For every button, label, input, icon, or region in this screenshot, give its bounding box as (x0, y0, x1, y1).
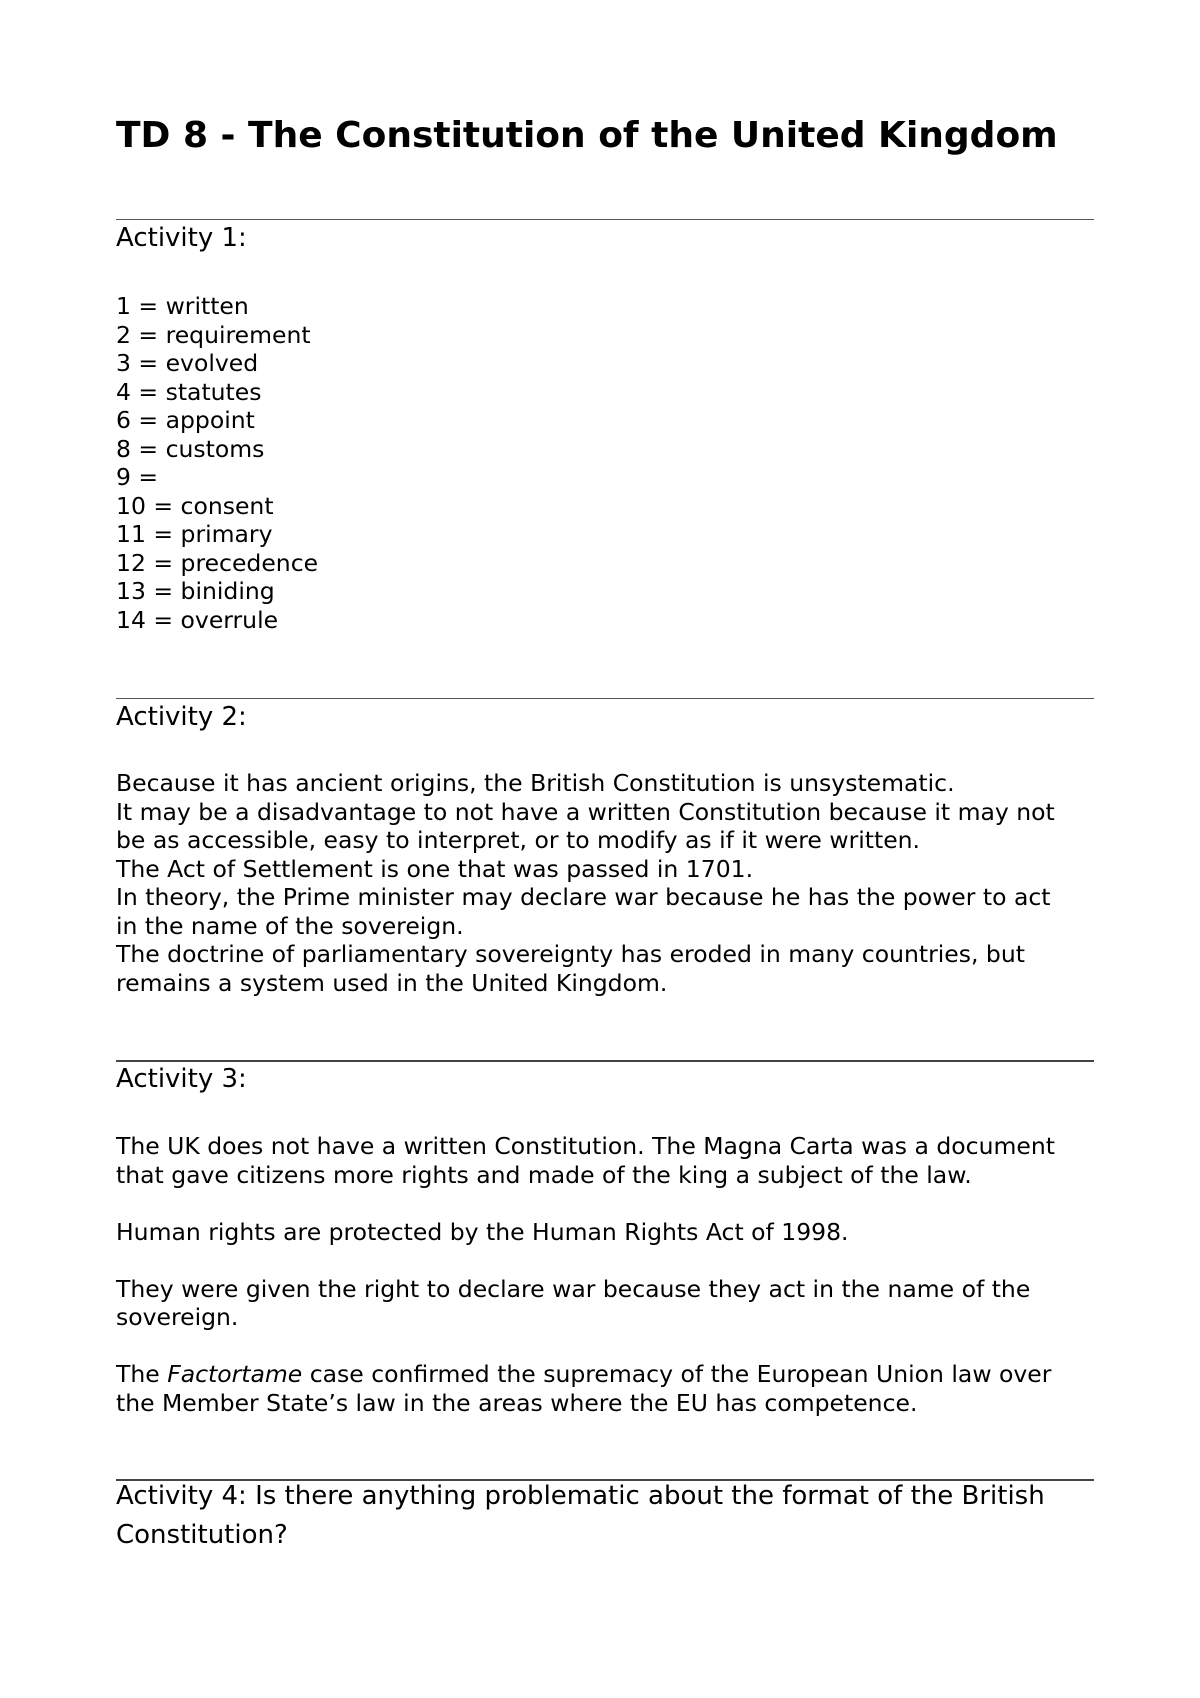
activity-4-heading: Activity 4: Is there anything problematic about the format of the British Constitution? (116, 1481, 1045, 1550)
text-line: Because it has ancient origins, the British Constitution is unsystematic. (116, 769, 955, 797)
paragraph (116, 1360, 1094, 1417)
divider-activity-1 (116, 219, 1094, 220)
answer-item: 10 = consent (116, 491, 274, 520)
text-line: Human rights are protected by the Human Rights Act of 1998. (116, 1217, 849, 1246)
activity-1-heading: Activity 1: (116, 223, 247, 253)
text-line: remains a system used in the United Kingdom. (116, 968, 668, 997)
answer-item: 12 = precedence (116, 548, 319, 577)
answer-item: 1 = written (116, 292, 249, 320)
text-line (116, 1360, 1094, 1389)
text-line: in the name of the sovereign. (116, 911, 464, 940)
text-line: The doctrine of parliamentary sovereignty has eroded in many countries, but (116, 940, 1025, 968)
activity-3-text (116, 1132, 1094, 1417)
text-run: The (116, 1360, 168, 1388)
answer-item: 11 = primary (116, 520, 273, 548)
text-line: the Member State’s law in the areas where the EU has competence. (116, 1388, 918, 1417)
text-line: The UK does not have a written Constitution. The Magna Carta was a document (116, 1132, 1055, 1160)
case-name: Factortame (167, 1360, 303, 1388)
text-line: be as accessible, easy to interpret, or to modify as if it were written. (116, 826, 921, 854)
divider-activity-3 (116, 1060, 1094, 1062)
answer-item: 4 = statutes (116, 377, 262, 406)
text-line: that gave citizens more rights and made of the king a subject of the law. (116, 1160, 972, 1189)
text-line: In theory, the Prime minister may declare war because he has the power to act (116, 883, 1051, 911)
document-title: TD 8 - The Constitution of the United Kingdom (116, 115, 1058, 156)
answer-item: 8 = customs (116, 434, 265, 463)
answer-item: 13 = biniding (116, 577, 275, 605)
text-line: It may be a disadvantage to not have a written Constitution because it may not (116, 797, 1055, 826)
paragraph (116, 1275, 1094, 1332)
activity-2-text (116, 769, 1094, 997)
text-run: case confirmed the supremacy of the European Union law over (302, 1360, 1052, 1388)
activity-3-heading: Activity 3: (116, 1064, 247, 1094)
paragraph (116, 1218, 1094, 1247)
answer-item: 2 = requirement (116, 320, 311, 349)
answer-item: 3 = evolved (116, 349, 259, 377)
activity-1-answers (116, 292, 1094, 634)
text-line: The Act of Settlement is one that was passed in 1701. (116, 854, 754, 883)
divider-activity-2 (116, 698, 1094, 699)
paragraph (116, 1132, 1094, 1189)
answer-item: 9 = (116, 463, 159, 491)
answer-item: 6 = appoint (116, 406, 255, 434)
activity-2-heading: Activity 2: (116, 702, 247, 732)
answer-item: 14 = overrule (116, 605, 279, 634)
text-line: sovereign. (116, 1303, 239, 1331)
text-line: They were given the right to declare war because they act in the name of the (116, 1274, 1031, 1303)
